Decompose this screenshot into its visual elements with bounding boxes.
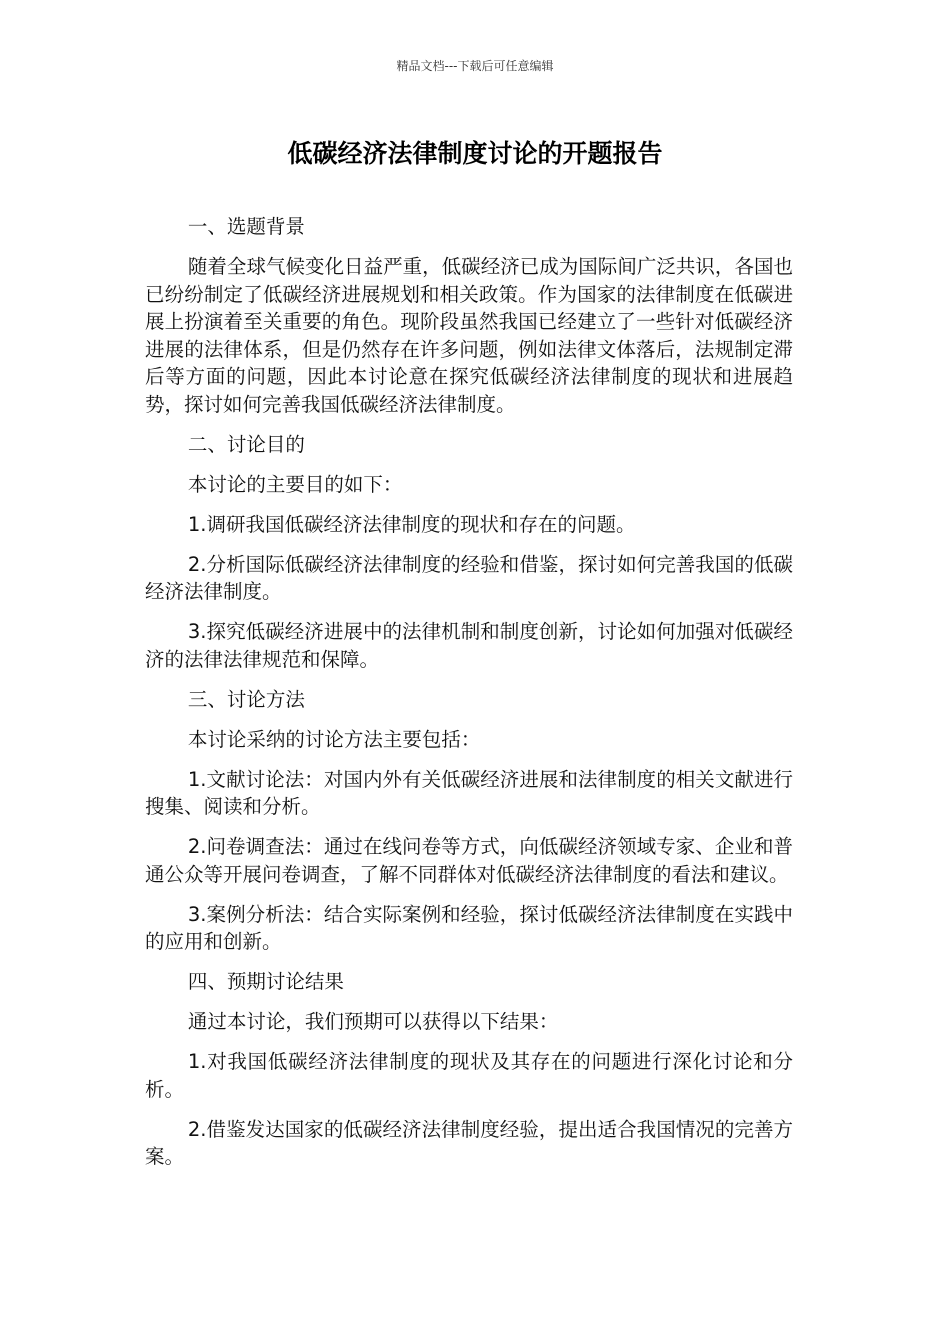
header-note: 精品文档---下载后可任意编辑 <box>396 59 554 73</box>
purpose-intro: 本讨论的主要目的如下： <box>187 472 403 496</box>
document-body <box>145 213 793 1183</box>
section-heading-background: 一、选题背景 <box>187 215 305 238</box>
method-item-3: 3.案例分析法：结合实际案例和经验，探讨低碳经济法律制度在实践中的应用和创新。 <box>145 902 793 953</box>
section-heading-purpose: 二、讨论目的 <box>187 432 305 456</box>
section-heading-expected-results: 四、预期讨论结果 <box>187 970 344 993</box>
purpose-item-3: 3.探究低碳经济进展中的法律机制和制度创新，讨论如何加强对低碳经济的法律法律规范和保障。 <box>145 620 793 671</box>
expected-result-item-1: 1.对我国低碳经济法律制度的现状及其存在的问题进行深化讨论和分析。 <box>145 1050 793 1101</box>
purpose-item-2: 2.分析国际低碳经济法律制度的经验和借鉴，探讨如何完善我国的低碳经济法律制度。 <box>145 552 793 603</box>
method-item-1: 1.文献讨论法：对国内外有关低碳经济进展和法律制度的相关文献进行搜集、阅读和分析。 <box>145 767 793 818</box>
expected-results-intro: 通过本讨论，我们预期可以获得以下结果： <box>187 1010 559 1033</box>
background-paragraph: 随着全球气候变化日益严重，低碳经济已成为国际间广泛共识，各国也已纷纷制定了低碳经济进展规划和相关政策。作为国家的法律制度在低碳进展上扮演着至关重要的角色。现阶段虽然我国已经建立了一些针对低碳经济进展的法律体系，但是仍然存在许多问题，例如法律文体落后，法规制定滞后等方面的问题，因此本讨论意在探究低碳经济法律制度的现状和进展趋势，探讨如何完善我国低碳经济法律制度。 <box>145 255 793 416</box>
expected-result-item-2: 2.借鉴发达国家的低碳经济法律制度经验，提出适合我国情况的完善方案。 <box>145 1117 793 1168</box>
method-item-2: 2.问卷调查法：通过在线问卷等方式，向低碳经济领域专家、企业和普通公众等开展问卷调查，了解不同群体对低碳经济法律制度的看法和建议。 <box>145 835 793 886</box>
document-title: 低碳经济法律制度讨论的开题报告 <box>287 139 663 168</box>
section-heading-methods: 三、讨论方法 <box>187 687 305 711</box>
methods-intro: 本讨论采纳的讨论方法主要包括： <box>187 727 481 751</box>
purpose-item-1: 1.调研我国低碳经济法律制度的现状和存在的问题。 <box>187 512 636 536</box>
